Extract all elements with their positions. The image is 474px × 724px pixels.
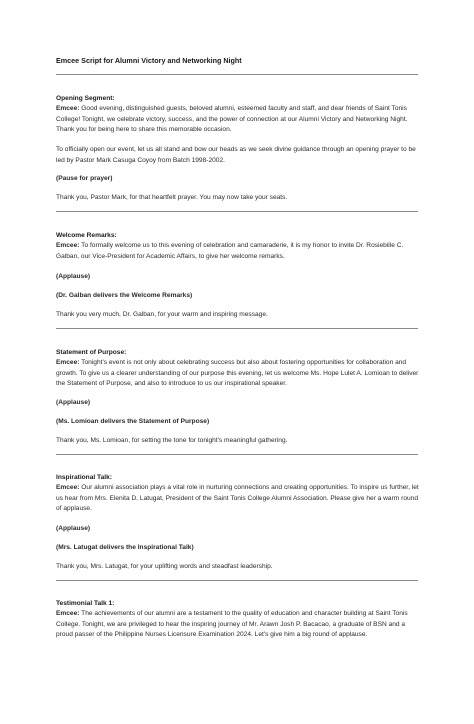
section-heading-inspirational: Inspirational Talk:: [56, 474, 112, 481]
section-heading-opening: Opening Segment:: [56, 95, 115, 102]
emcee-text: To formally welcome us to this evening of celebration and camaraderie, it is my honor to invite Dr. Rosiebille C. Galban, our Vice-President for Academic Affairs, to give her welcome remarks.: [56, 242, 404, 260]
section-heading-purpose: Statement of Purpose:: [56, 349, 127, 356]
section-purpose-closing: Thank you, Ms. Lomioan, for setting the tone for tonight's meaningful gathering.: [56, 437, 288, 444]
document-title: Emcee Script for Alumni Victory and Networking Night: [56, 56, 242, 65]
section-inspirational-cue-applause: (Applause): [56, 525, 91, 532]
section-heading-welcome: Welcome Remarks:: [56, 232, 117, 239]
section-divider: [56, 74, 418, 75]
section-welcome-emcee-paragraph: [56, 241, 420, 262]
section-inspirational-emcee-paragraph: [56, 483, 420, 515]
section-opening-emcee-paragraph: [56, 104, 420, 136]
section-divider: [56, 328, 418, 329]
section-welcome-cue-applause: (Applause): [56, 273, 91, 280]
emcee-text: Good evening, distinguished guests, beloved alumni, esteemed faculty and staff, and dear friends of Saint Tonis College! Tonight, we celebrate victory, success, and the power of connection at our Alumni Victory and Networking Night. Thank you for being here to share this memorable occasion.: [56, 105, 408, 134]
emcee-label: Emcee:: [56, 359, 80, 366]
section-opening-cue: (Pause for prayer): [56, 175, 113, 182]
section-opening-paragraph: To officially open our event, let us all stand and bow our heads as we seek divine guidance through an opening prayer to be led by Pastor Mark Casuga Coyoy from Batch 1998-2002.: [56, 146, 416, 164]
emcee-label: Emcee:: [56, 484, 80, 491]
section-inspirational-closing: Thank you, Mrs. Latugat, for your uplifting words and steadfast leadership.: [56, 563, 273, 570]
emcee-text: The achievements of our alumni are a testament to the quality of education and character building at Saint Tonis College. Tonight, we are privileged to hear the inspiring journey of Mr. Arawn Josh P. Bacacao, a graduate of BSN and a proud passer of the Philippine Nurses Licensure Examination 2024. Let's give him a big round of applause.: [56, 610, 408, 639]
section-inspirational-cue-delivery: (Mrs. Latugat delivers the Inspirational Talk): [56, 544, 194, 551]
section-purpose-cue-applause: (Applause): [56, 399, 91, 406]
section-opening-closing: Thank you, Pastor Mark, for that heartfelt prayer. You may now take your seats.: [56, 194, 288, 201]
section-heading-testimonial: Testimonial Talk 1:: [56, 600, 115, 607]
section-divider: [56, 454, 418, 455]
emcee-label: Emcee:: [56, 242, 80, 249]
section-testimonial-emcee-paragraph: [56, 609, 420, 641]
section-divider: [56, 211, 418, 212]
emcee-label: Emcee:: [56, 610, 80, 617]
section-divider: [56, 580, 418, 581]
emcee-label: Emcee:: [56, 105, 80, 112]
emcee-text: Our alumni association plays a vital role in nurturing connections and creating opportunities. To inspire us further, let us hear from Mrs. Elenita D. Latugat, President of the Saint Tonis College Alumni Association. Please give her a warm round of applause.: [56, 484, 419, 513]
section-welcome-cue-delivery: (Dr. Galban delivers the Welcome Remarks): [56, 292, 193, 299]
section-purpose-cue-delivery: (Ms. Lomioan delivers the Statement of Purpose): [56, 418, 210, 425]
section-purpose-emcee-paragraph: [56, 358, 420, 390]
section-welcome-closing: Thank you very much, Dr. Galban, for your warm and inspiring message.: [56, 311, 268, 318]
emcee-text: Tonight's event is not only about celebrating success but also about fostering opportunities for collaboration and growth. To give us a clearer understanding of our purpose this evening, let us welcome Ms. Hope Lulet A. Lomioan to deliver the Statement of Purpose, and also to introduce to us our inspirational speaker.: [56, 359, 419, 388]
